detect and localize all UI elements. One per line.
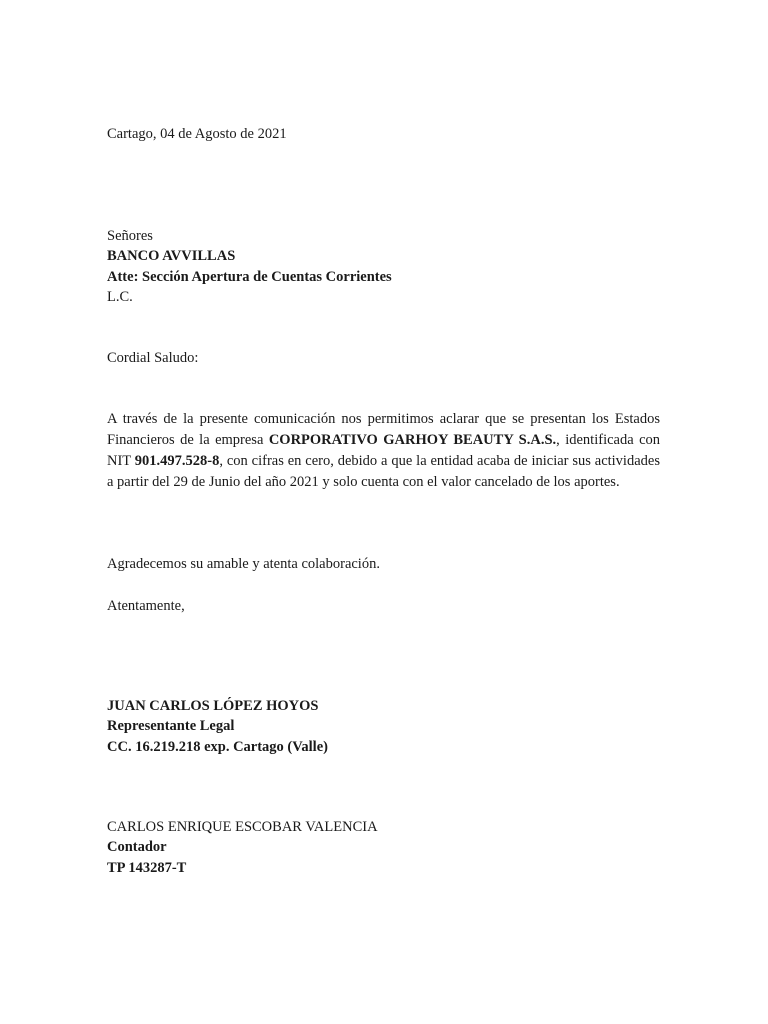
- signatory-1-id: CC. 16.219.218 exp. Cartago (Valle): [107, 739, 328, 755]
- recipient-salutation: Señores: [107, 228, 153, 244]
- signatory-2-role: Contador: [107, 839, 167, 855]
- company-name: CORPORATIVO GARHOY BEAUTY S.A.S.: [268, 432, 557, 448]
- recipient-attention: Atte: Sección Apertura de Cuentas Corrientes: [107, 269, 392, 285]
- body-part-3: , con cifras en cero, debido a que la entidad acaba de iniciar sus actividades a partir del 29 de Junio del año 2021 y solo cuenta con el valor cancelado de los aportes.: [107, 453, 660, 490]
- date-line: Cartago, 04 de Agosto de 2021: [107, 126, 287, 142]
- body-part-1: A través de la presente comunicación nos permitimos aclarar que se presentan los Estados Financieros de la empresa: [107, 411, 660, 448]
- body-part-2: , identificada con NIT: [107, 432, 661, 469]
- signatory-2-id: TP 143287-T: [107, 860, 187, 876]
- greeting: Cordial Saludo:: [107, 350, 199, 366]
- signatory-2-name: CARLOS ENRIQUE ESCOBAR VALENCIA: [107, 819, 378, 835]
- company-nit: 901.497.528-8: [134, 453, 220, 469]
- signatory-1-name: JUAN CARLOS LÓPEZ HOYOS: [107, 698, 319, 714]
- closing-line: Atentamente,: [107, 598, 185, 614]
- signatory-1-role: Representante Legal: [107, 718, 235, 734]
- recipient-bank-name: BANCO AVVILLAS: [107, 248, 236, 264]
- thanks-line: Agradecemos su amable y atenta colaboración.: [107, 556, 380, 572]
- body-paragraph: [107, 409, 660, 493]
- recipient-city: L.C.: [107, 289, 133, 305]
